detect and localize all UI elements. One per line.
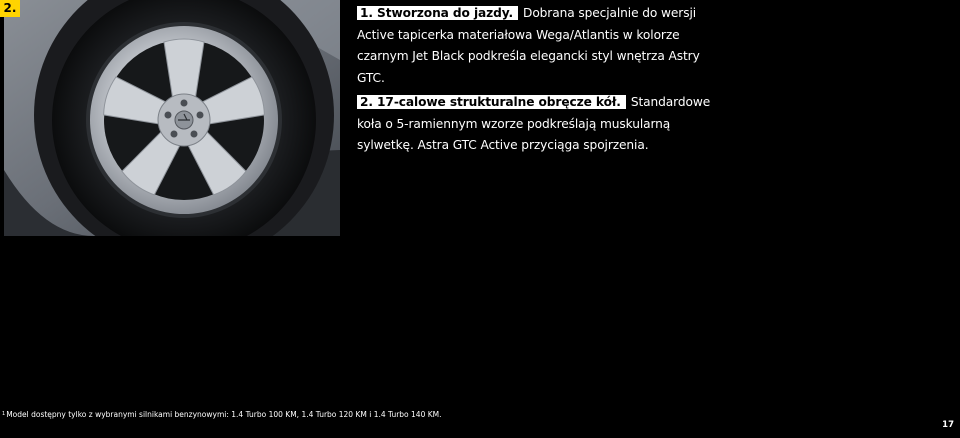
wheel-illustration	[4, 0, 340, 236]
footnote-text: Model dostępny tylko z wybranymi silnikami benzynowymi: 1.4 Turbo 100 KM, 1.4 Turbo 120 KM i 1.4 Turbo 140 KM.	[6, 410, 442, 419]
section-number-badge: 2.	[0, 0, 20, 17]
section-2-body: Standardowe koła o 5-ramiennym wzorze podkreślają muskularną sylwetkę. Astra GTC Active przyciąga spojrzenia.	[357, 95, 711, 152]
section-1-body: Dobrana specjalnie do wersji Active tapicerka materiałowa Wega/Atlantis w kolorze czarnym Jet Black podkreśla elegancki styl wnętrza Astry GTC.	[357, 6, 700, 85]
section-2-heading: 2. 17-calowe strukturalne obręcze kół.	[357, 95, 626, 109]
section-1-heading: 1. Stworzona do jazdy.	[357, 6, 518, 20]
page-number: 17	[942, 420, 954, 430]
footnote-marker: 1	[2, 411, 6, 417]
car-wheel-photo	[4, 0, 340, 236]
section-1-paragraph	[357, 3, 717, 89]
text-block	[357, 3, 717, 157]
footnote	[2, 409, 442, 420]
section-2-paragraph	[357, 92, 717, 157]
